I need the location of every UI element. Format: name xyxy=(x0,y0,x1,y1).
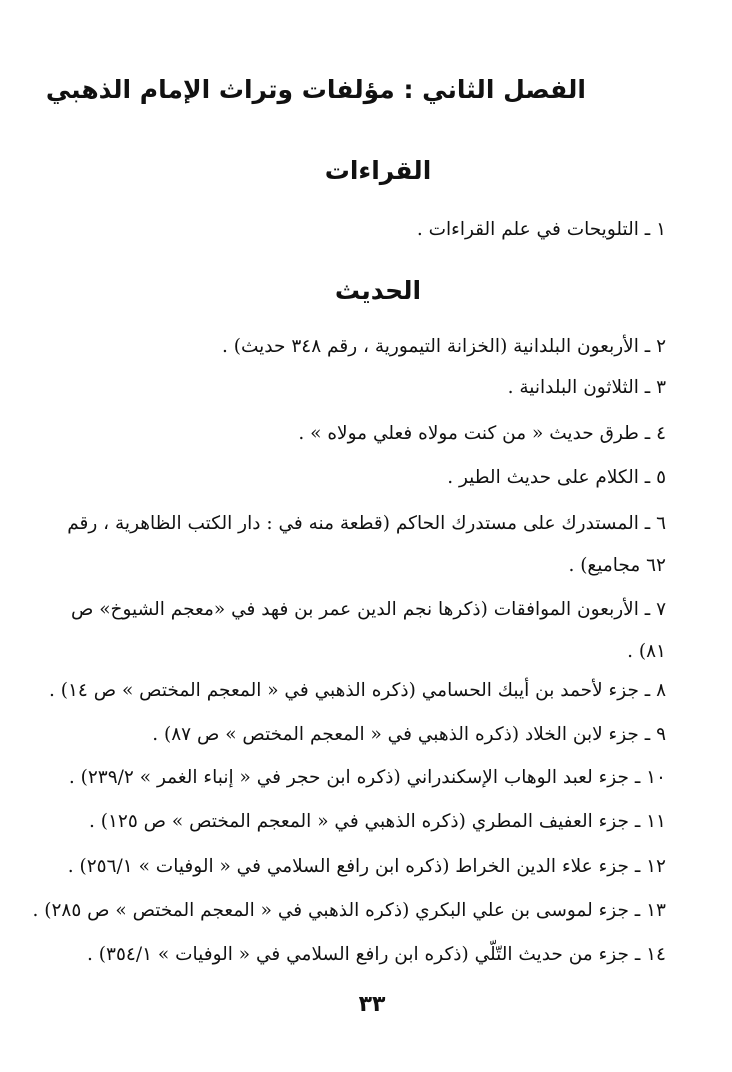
section-heading-hadith: الحديث xyxy=(334,276,422,305)
list-item: ١٠ ـ جزء لعبد الوهاب الإسكندراني (ذكره ابن حجر في « إنباء الغمر » ٢٣٩/٢) . xyxy=(68,767,666,788)
list-item: ١٤ ـ جزء من حديث التّلّي (ذكره ابن رافع السلامي في « الوفيات » ٣٥٤/١) . xyxy=(87,944,666,965)
list-item: ١ ـ التلويحات في علم القراءات . xyxy=(416,219,666,240)
list-item: ٧ ـ الأربعون الموافقات (ذكرها نجم الدين عمر بن فهد في «معجم الشيوخ» ص ٨١) . xyxy=(70,599,666,662)
list-item: ١٣ ـ جزء لموسى بن علي البكري (ذكره الذهبي في « المعجم المختص » ص ٢٨٥) . xyxy=(32,900,666,921)
chapter-title: الفصل الثاني : مؤلفات وتراث الإمام الذهبي xyxy=(45,75,586,104)
page-number: ٣٣ xyxy=(358,992,386,1017)
list-item: ٢ ـ الأربعون البلدانية (الخزانة التيمورية ، رقم ٣٤٨ حديث) . xyxy=(222,336,666,357)
list-item: ٩ ـ جزء لابن الخلاد (ذكره الذهبي في « المعجم المختص » ص ٨٧) . xyxy=(152,724,666,745)
list-item: ١٢ ـ جزء علاء الدين الخراط (ذكره ابن رافع السلامي في « الوفيات » ٢٥٦/١) . xyxy=(67,856,666,877)
list-item: ١١ ـ جزء العفيف المطري (ذكره الذهبي في « المعجم المختص » ص ١٢٥) . xyxy=(89,811,666,832)
list-item: ٣ ـ الثلاثون البلدانية . xyxy=(507,377,666,398)
list-item: ٨ ـ جزء لأحمد بن أيبك الحسامي (ذكره الذهبي في « المعجم المختص » ص ١٤) . xyxy=(48,680,666,701)
section-heading-qiraat: القراءات xyxy=(324,156,432,185)
list-item: ٤ ـ طرق حديث « من كنت مولاه فعلي مولاه » . xyxy=(298,423,666,444)
list-item: ٦ ـ المستدرك على مستدرك الحاكم (قطعة منه في : دار الكتب الظاهرية ، رقم ٦٢ مجاميع) . xyxy=(67,513,666,576)
list-item: ٥ ـ الكلام على حديث الطير . xyxy=(447,467,666,488)
